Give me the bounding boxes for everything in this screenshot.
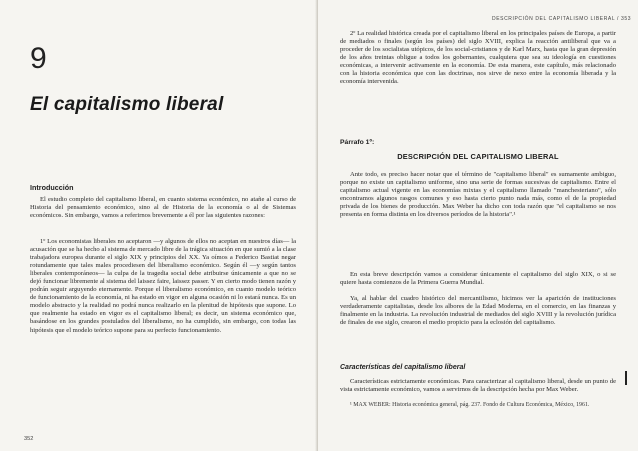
paragraph-text: Ya, al hablar del cuadro histórico del mercantilismo, hicimos ver la aparición de instituciones verdaderamente capitalistas, desde los albores de la Edad Moderna, en el comercio, en las finanzas y finalmente en la industria. La revolución industrial de mediados del siglo XVIII y la revolución jurídica de finales de ese siglo, crearon el medio propicio para la eclosión del capitalismo. [340, 295, 616, 327]
left-page [0, 0, 318, 451]
footnote-text: ¹ MAX WEBER: Historia económica general, pág. 237. Fondo de Cultura Económica, México, 1961. [350, 402, 590, 408]
footnote [340, 402, 616, 409]
section-title: DESCRIPCIÓN DEL CAPITALISMO LIBERAL [397, 152, 559, 161]
body-paragraph [340, 295, 616, 327]
chapter-number: 9 [30, 42, 47, 75]
parrafo-label: Párrafo 1º: [340, 139, 375, 146]
paragraph-text: 2º La realidad histórica creada por el capitalismo liberal en los principales países de Europa, a partir de mediados o finales (según los países) del siglo XVIII, explica la reacción antiliberal que va a proceder de los socialistas utópicos, de los social-cristianos y de Karl Marx, hasta que la gran depresión de los años treintas obligue a todos los gobernantes, cualquiera que sea su ideología en cuestiones económicas, a intervenir activamente en la economía. De esta manera, este capítulo, más relacionado con la historia económica que con las doctrinas, nos sirve de nexo entre la economía liberada y la economía intervenida. [340, 30, 616, 86]
margin-mark [625, 371, 627, 385]
body-paragraph [340, 171, 616, 219]
paragraph-text: 1º Los economistas liberales no aceptaron —y algunos de ellos no aceptan en nuestros días— la acusación que se ha hecho al sistema de mercado libre de la trágica situación en que sumió a la clase trabajadora europea durante el siglo XIX y principios del XX. Ya oímos a Federico Bastiat negar rotundamente que tales males procediesen del liberalismo económico. Según él —y según tantos liberales contemporáneos— la culpa de la tragedia social debe atribuirse únicamente a que no se dejó funcionar libremente al sistema del laissez faire, laissez passer. Y en cierto modo tienen razón y podrán seguir arguyendo eternamente. Porque el liberalismo económico, en cuanto modelo teórico de funcionamiento de la economía, ni ha estado en vigor en alguna ocasión ni lo estará nunca. Es un modelo abstracto y la realidad no podrá nunca realizarlo en la plenitud de hipótesis que supone. Lo que realmente ha estado en vigor es el capitalismo liberal; es decir, un sistema económico que, basándose en los grandes postulados del liberalismo, no ha cumplido, sin embargo, con todas las hipótesis que el modelo teórico supone para su perfecto funcionamiento. [30, 238, 296, 334]
page-number-left: 352 [24, 436, 34, 442]
paragraph-text: Ante todo, es preciso hacer notar que el término de "capitalismo liberal" es sumamente ambiguo, porque no existe un capitalismo uniforme, sino una serie de formas sucesivas de capitalismo. Entre el capitalismo actual vigente en las economías mixtas y el capitalismo llamado "manchesteriano", sólo encontramos algunos rasgos comunes y eso hasta cierto punto nada más, como el de la propiedad privada de los bienes de producción. Max Weber ha dicho con toda razón que "el capitalismo se nos presenta en forma distinta en los diversos períodos de la historia".¹ [340, 171, 616, 219]
intro-heading: Introducción [30, 183, 74, 192]
paragraph-text: En esta breve descripción vamos a considerar únicamente el capitalismo del siglo XIX, o si se quiere hasta comienzos de la Primera Guerra Mundial. [340, 271, 616, 287]
subheading: Características del capitalismo liberal [340, 364, 466, 371]
paragraph-text: El estudio completo del capitalismo liberal, en cuanto sistema económico, no atañe al curso de Historia del pensamiento económico, sino al de Historia de la economía o al de Sistemas económicos. Sin embargo, vamos a referirnos brevemente a él por las siguientes razones: [30, 196, 296, 220]
body-paragraph [340, 271, 616, 287]
paragraph-text: Características estrictamente económicas. Para caracterizar al capitalismo liberal, desde un punto de vista estrictamente económico, vamos a servirnos de la descripción hecha por Max Weber. [340, 378, 616, 394]
body-paragraph [340, 378, 616, 394]
reason-two-paragraph [340, 30, 616, 86]
right-page [318, 0, 638, 451]
intro-paragraph [30, 196, 296, 220]
chapter-title: El capitalismo liberal [30, 94, 224, 115]
reason-one-paragraph [30, 238, 296, 335]
running-head: DESCRIPCIÓN DEL CAPITALISMO LIBERAL / 353 [492, 16, 632, 22]
